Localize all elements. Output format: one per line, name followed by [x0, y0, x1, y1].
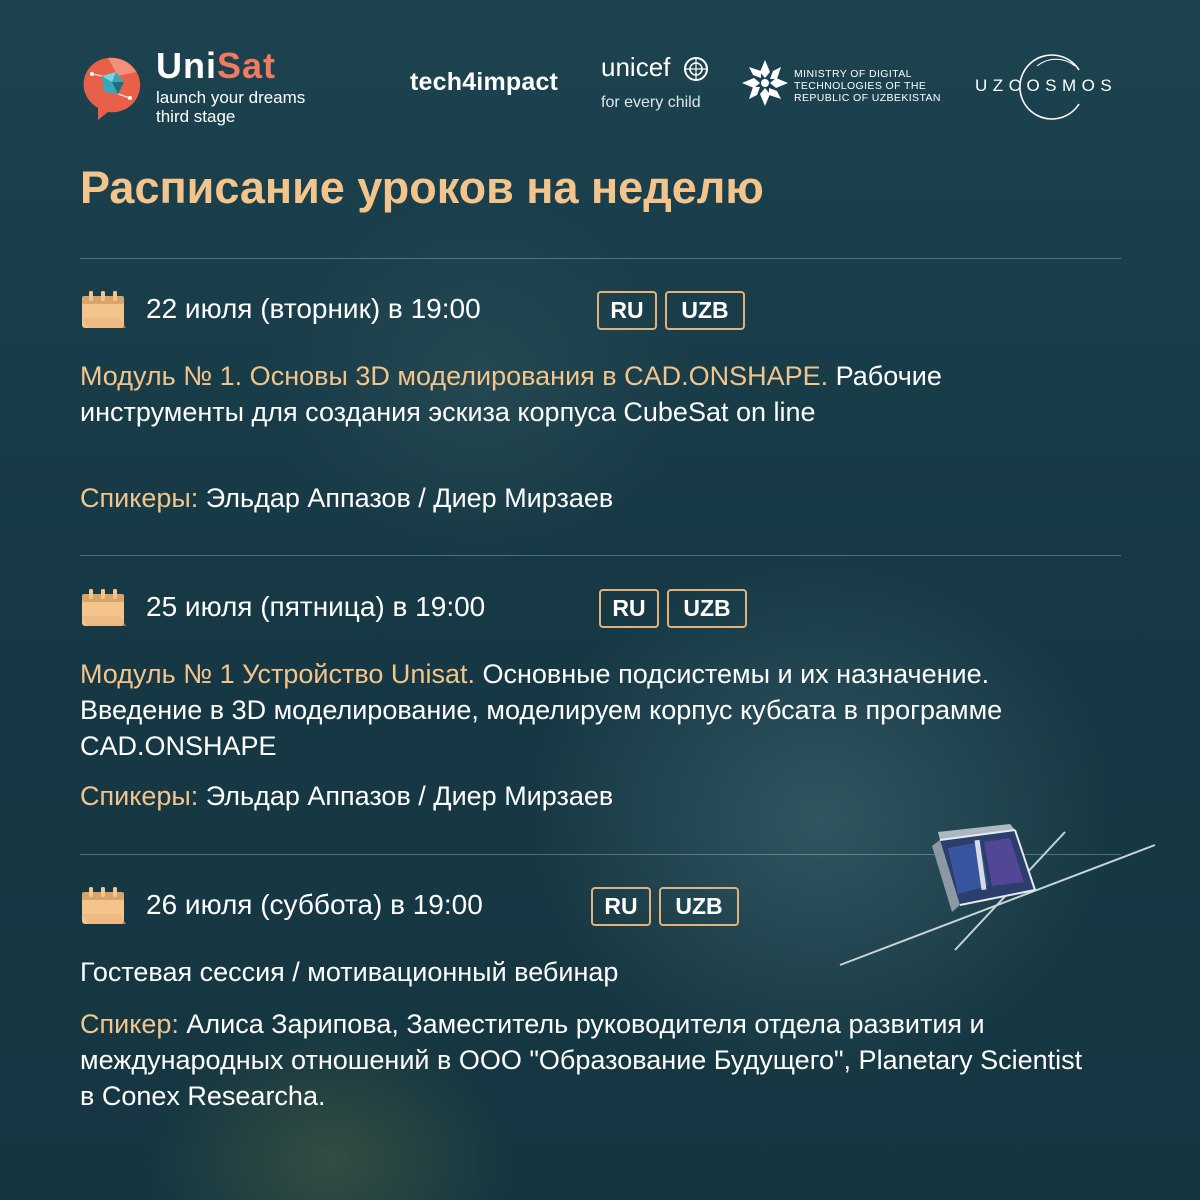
un-emblem-icon — [683, 56, 709, 82]
ministry-line-2: TECHNOLOGIES OF THE — [794, 80, 927, 92]
partner-logos — [78, 40, 1123, 130]
tech4impact-logo: tech4impact — [410, 68, 559, 96]
calendar-icon — [80, 886, 128, 928]
unisat-tagline: launch your dreams — [156, 88, 306, 107]
unicef-tagline: for every child — [601, 94, 701, 111]
session-speakers — [80, 480, 1100, 516]
module-title: Модуль № 1 Устройство Unisat. — [80, 659, 475, 689]
unisat-logo — [78, 46, 328, 126]
lang-badge-uzb: UZB — [667, 589, 747, 628]
lang-badge-ru: RU — [591, 887, 651, 926]
module-details: Гостевая сессия / мотивационный вебинар — [80, 957, 619, 987]
speakers-label: Спикеры: — [80, 483, 199, 513]
session-date-row — [80, 290, 1120, 334]
lang-badge-ru: RU — [597, 291, 657, 330]
divider — [80, 258, 1121, 259]
speakers-names: Эльдар Аппазов / Диер Мирзаев — [198, 483, 614, 513]
unicef-logo — [601, 52, 711, 118]
module-details: Основные подсистемы и их назначение. Введение в 3D моделирование, моделируем корпус кубсата в программе CAD.ONSHAPE — [80, 659, 1003, 761]
ministry-line-3: REPUBLIC OF UZBEKISTAN — [794, 92, 941, 104]
session-speakers — [80, 778, 1100, 814]
session-date: 25 июля (пятница) в 19:00 — [146, 591, 486, 622]
divider — [80, 555, 1121, 556]
unisat-logo-icon — [78, 52, 148, 122]
uzcosmos-logo — [975, 50, 1123, 124]
unisat-stage: third stage — [156, 107, 236, 126]
lang-badge-uzb: UZB — [659, 887, 739, 926]
session-1 — [80, 290, 1120, 513]
lang-badge-uzb: UZB — [665, 291, 745, 330]
session-description — [80, 358, 1100, 430]
session-date: 26 июля (суббота) в 19:00 — [146, 889, 483, 920]
module-details: Рабочие инструменты для создания эскиза корпуса CubeSat on line — [80, 361, 942, 427]
uzcosmos-wordmark: UZCOSMOS — [975, 76, 1118, 95]
calendar-icon — [80, 290, 128, 332]
session-speakers — [80, 1006, 1100, 1114]
session-description — [80, 656, 1100, 764]
calendar-icon — [80, 588, 128, 630]
speakers-label: Спикер: — [80, 1009, 179, 1039]
speakers-names: Эльдар Аппазов / Диер Мирзаев — [198, 781, 614, 811]
ministry-line-1: MINISTRY OF DIGITAL — [794, 68, 912, 80]
speakers-label: Спикеры: — [80, 781, 199, 811]
session-date-row — [80, 588, 1120, 632]
ministry-logo — [740, 58, 960, 114]
lang-badge-ru: RU — [599, 589, 659, 628]
module-title: Модуль № 1. Основы 3D моделирования в CAD.ONSHAPE. — [80, 361, 829, 391]
page-title: Расписание уроков на неделю — [80, 162, 764, 213]
unicef-wordmark: unicef — [601, 52, 671, 82]
unisat-wordmark: UniSat — [156, 45, 277, 86]
ministry-emblem-icon — [740, 58, 790, 108]
cubesat-illustration — [830, 820, 1170, 980]
session-2 — [80, 588, 1120, 811]
ministry-name — [794, 68, 941, 104]
speakers-names: Алиса Зарипова, Заместитель руководителя отдела развития и международных отношений в ООО "Образование Будущего", Planetary Scientist в Conex Researcha. — [80, 1009, 1083, 1111]
session-date: 22 июля (вторник) в 19:00 — [146, 293, 481, 324]
